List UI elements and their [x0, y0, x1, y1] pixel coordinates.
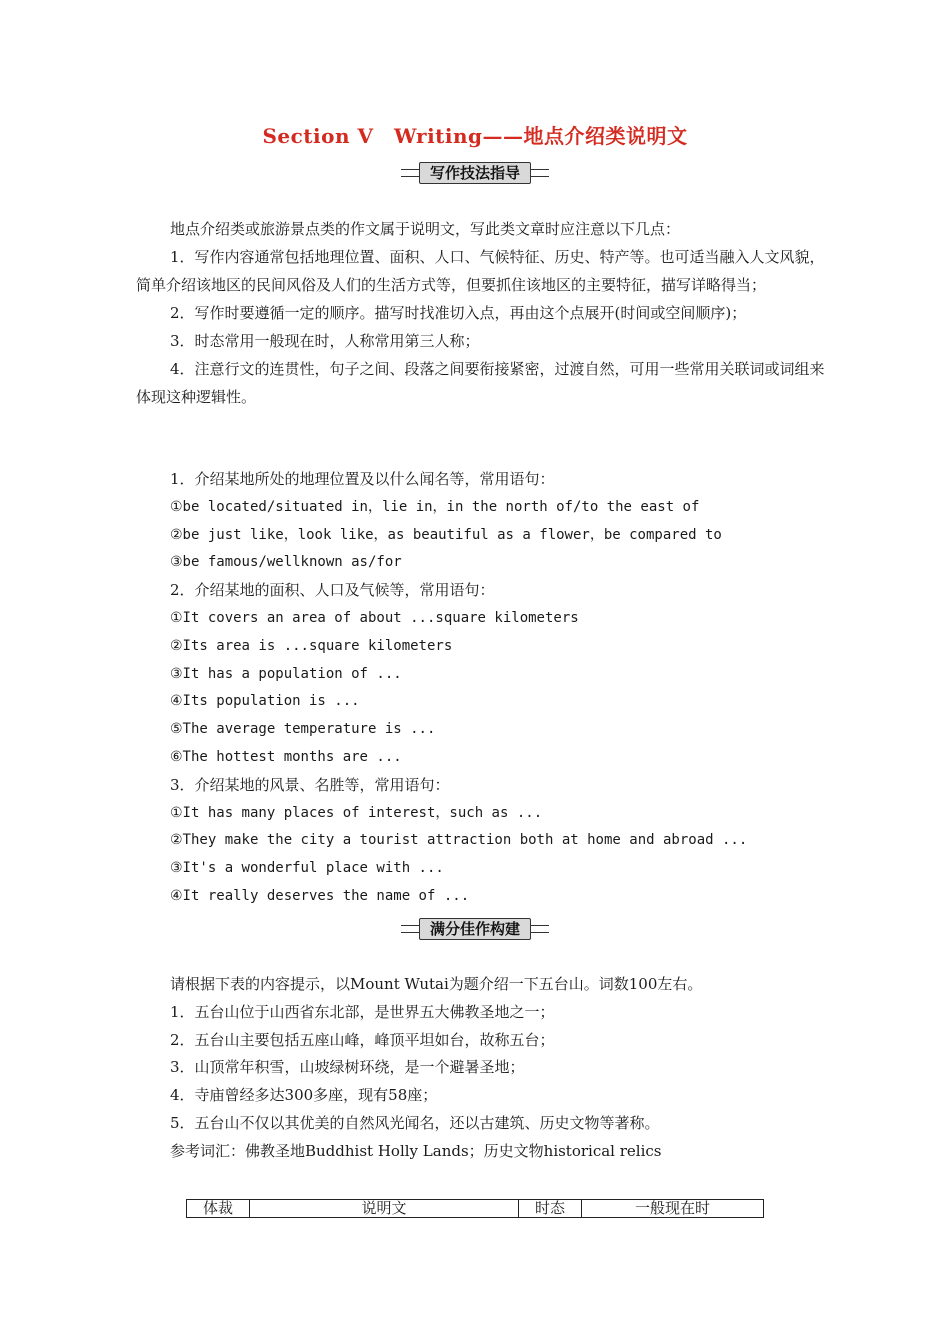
banner-label: 满分佳作构建 [419, 918, 531, 940]
task-item: 1．五台山位于山西省东北部，是世界五大佛教圣地之一； [170, 1002, 555, 1021]
phrase-heading: 2．介绍某地的面积、人口及气候等，常用语句： [170, 581, 495, 600]
guide-point: 4．注意行文的连贯性，句子之间、段落之间要衔接紧密，过渡自然，可用一些常用关联词或词组来体现这种逻辑性。 [136, 360, 825, 406]
phrase-item: ①It covers an area of about ...square kilometers [170, 609, 579, 626]
guide-point: 2．写作时要遵循一定的顺序。描写时找准切入点，再由这个点展开(时间或空间顺序)； [170, 304, 747, 322]
phrase-heading: 1．介绍某地所处的地理位置及以什么闻名等，常用语句： [170, 470, 555, 488]
guide-point: 3．时态常用一般现在时，人称常用第三人称； [170, 332, 480, 350]
task-item: 2．五台山主要包括五座山峰，峰顶平坦如台，故称五台； [170, 1030, 555, 1049]
phrase-section [136, 466, 826, 911]
phrase-item: ④It really deserves the name of ... [170, 887, 470, 904]
table-cell-tense-label: 时态 [519, 1200, 582, 1218]
phrase-item: ④Its population is ... [170, 693, 360, 710]
task-item: 5．五台山不仅以其优美的自然风光闻名，还以古建筑、历史文物等著称。 [170, 1113, 660, 1132]
summary-table [186, 1199, 764, 1218]
table-cell-tense-value: 一般现在时 [582, 1200, 764, 1218]
task-item: 4．寺庙曾经多达300多座，现有58座； [170, 1086, 438, 1105]
table-cell-genre-value: 说明文 [250, 1200, 519, 1218]
banner-label: 写作技法指导 [419, 162, 531, 184]
guide-intro: 地点介绍类或旅游景点类的作文属于说明文，写此类文章时应注意以下几点： [170, 220, 681, 238]
phrase-item: ⑥The hottest months are ... [170, 748, 402, 765]
phrase-item: ①be located/situated in，lie in，in the north of/to the east of [170, 498, 700, 515]
phrase-item: ①It has many places of interest，such as ... [170, 804, 543, 821]
phrase-item: ③It's a wonderful place with ... [170, 860, 444, 877]
phrase-item: ③be famous/wellknown as/for [170, 554, 402, 571]
phrase-item: ⑤The average temperature is ... [170, 721, 436, 738]
page-title: Section Ⅴ Writing——地点介绍类说明文 [262, 124, 688, 148]
task-vocab: 参考词汇：佛教圣地Buddhist Holly Lands；历史文物historical relics [170, 1141, 662, 1160]
phrase-heading: 3．介绍某地的风景、名胜等，常用语句： [170, 775, 450, 794]
banner-decoration-left [401, 169, 419, 177]
phrase-item: ②They make the city a tourist attraction both at home and abroad ... [170, 832, 748, 849]
phrase-item: ②Its area is ...square kilometers [170, 637, 453, 654]
table-cell-genre-label: 体裁 [187, 1200, 250, 1218]
phrase-item: ③It has a population of ... [170, 665, 402, 682]
section-banner-model [0, 918, 950, 940]
task-prompt: 请根据下表的内容提示，以Mount Wutai为题介绍一下五台山。词数100左右。 [170, 975, 703, 993]
banner-decoration-right [531, 169, 549, 177]
section-banner-guide [0, 162, 950, 184]
guide-section [136, 215, 826, 411]
banner-decoration-left [401, 925, 419, 933]
task-section [136, 971, 826, 1166]
banner-decoration-right [531, 925, 549, 933]
table-row [187, 1200, 764, 1218]
phrase-item: ②be just like，look like，as beautiful as a flower，be compared to [170, 526, 722, 543]
task-item: 3．山顶常年积雪，山坡绿树环绕，是一个避暑圣地； [170, 1058, 525, 1077]
guide-point: 1．写作内容通常包括地理位置、面积、人口、气候特征、历史、特产等。也可适当融入人文风貌，简单介绍该地区的民间风俗及人们的生活方式等，但要抓住该地区的主要特征，描写详略得当； [136, 248, 825, 294]
